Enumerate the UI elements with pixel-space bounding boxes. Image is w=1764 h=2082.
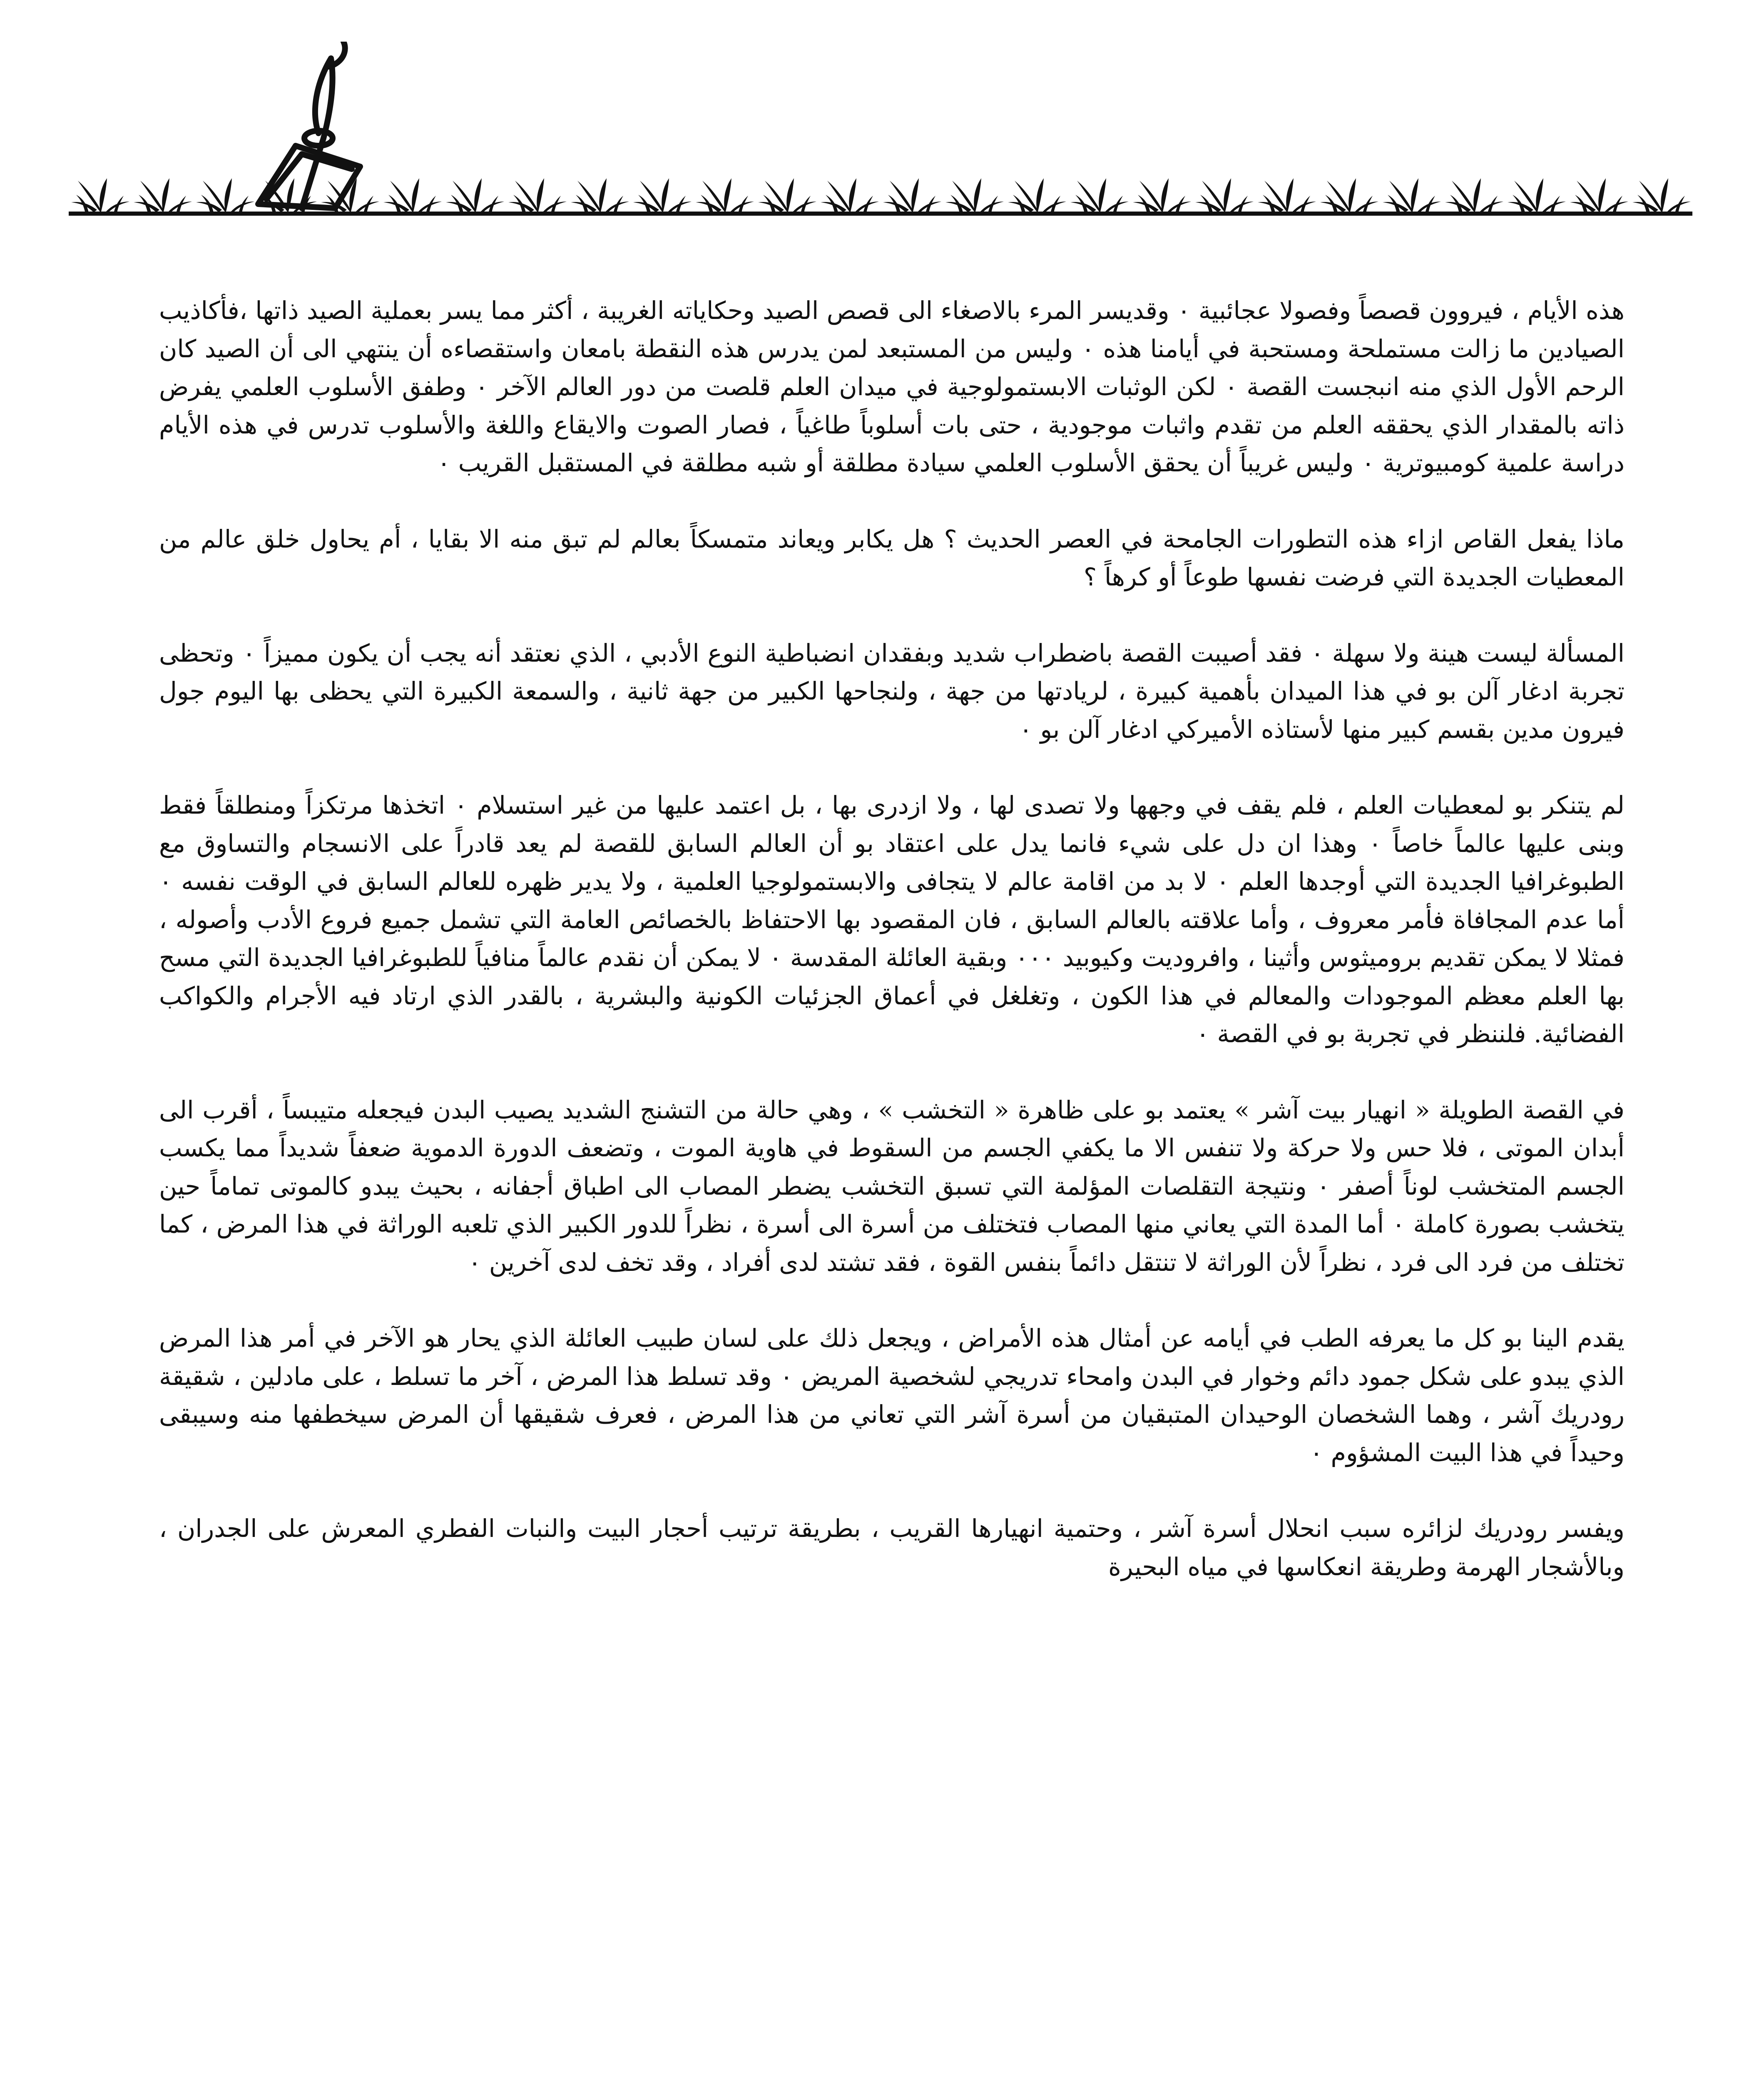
paragraph: المسألة ليست هينة ولا سهلة ٠ فقد أصيبت القصة باضطراب شديد وبفقدان انضباطية النوع الأدبي ، الذي نعتقد أنه يجب أن يكون مميزاً ٠ وتحظى تجربة ادغار آلن بو في هذا الميدان بأهمية كبيرة ، لريادتها من جهة ، ولنجاحها الكبير من جهة ثانية ، والسمعة الكبيرة التي يحظى بها اليوم جول فيرون مدين بقسم كبير منها لأستاذه الأميركي ادغار آلن بو ٠: [159, 638, 1625, 744]
paragraph: في القصة الطويلة « انهيار بيت آشر » يعتمد بو على ظاهرة « التخشب » ، وهي حالة من التشنج الشديد يصيب البدن فيجعله متيبساً ، أقرب الى أبدان الموتى ، فلا حس ولا حركة ولا تنفس الا ما يكفي الجسم من السقوط في هاوية الموت ، وتضعف الدورة الدموية ضعفاً شديداً مما يكسب الجسم المتخشب لوناً أصفر ٠ ونتيجة التقلصات المؤلمة التي تسبق التخشب يضطر المصاب الى اطباق أجفانه ، بحيث يبدو كالموتى تماماً حين يتخشب بصورة كاملة ٠ أما المدة التي يعاني منها المصاب فتختلف من أسرة الى أسرة ، نظراً للدور الكبير الذي تلعبه الوراثة في هذا المرض ، كما تختلف من فرد الى فرد ، نظراً لأن الوراثة لا تنتقل دائماً بنفس القوة ، فقد تشتد لدى أفراد ، وقد تخف لدى آخرين ٠: [159, 1095, 1625, 1277]
decorative-foliage-header: [69, 42, 1692, 225]
quill-inkwell-icon: [258, 42, 360, 208]
paragraph: ماذا يفعل القاص ازاء هذه التطورات الجامحة في العصر الحديث ؟ هل يكابر ويعاند متمسكاً بعالم لم تبق منه الا بقايا ، أم يحاول خلق عالم من المعطيات الجديدة التي فرضت نفسها طوعاً أو كرهاً ؟: [159, 524, 1625, 591]
paragraph: ويفسر رودريك لزائره سبب انحلال أسرة آشر ، وحتمية انهيارها القريب ، بطريقة ترتيب أحجار البيت والنبات الفطري المعرش على الجدران ، وبالأشجار الهرمة وطريقة انعكاسها في مياه البحيرة: [159, 1514, 1625, 1581]
paragraph: هذه الأيام ، فيروون قصصاً وفصولا عجائبية ٠ وقديسر المرء بالاصغاء الى قصص الصيد وحكاياته الغريبة ، أكثر مما يسر بعملية الصيد ذاتها ،فأكاذيب الصيادين ما زالت مستملحة ومستحبة في أيامنا هذه ٠ وليس من المستبعد لمن يدرس هذه النقطة بامعان واستقصاءه أن ينتهي الى أن الصيد كان الرحم الأول الذي منه انبجست القصة ٠ لكن الوثبات الابستمولوجية في ميدان العلم قلصت من دور العالم الآخر ٠ وطفق الأسلوب العلمي يفرض ذاته بالمقدار الذي يحققه العلم من تقدم واثبات موجودية ، حتى بات أسلوباً طاغياً ، فصار الصوت والايقاع واللغة والأسلوب تدرس في هذه الأيام دراسة علمية كومبيوترية ٠ وليس غريباً أن يحقق الأسلوب العلمي سيادة مطلقة أو شبه مطلقة في المستقبل القريب ٠: [159, 296, 1625, 477]
article-body: [159, 291, 1625, 1586]
paragraph: يقدم الينا بو كل ما يعرفه الطب في أيامه عن أمثال هذه الأمراض ، ويجعل ذلك على لسان طبيب العائلة الذي يحار هو الآخر في أمر هذا المرض الذي يبدو على شكل جمود دائم وخوار في البدن وامحاء تدريجي لشخصية المريض ٠ وقد تسلط هذا المرض ، آخر ما تسلط ، على مادلين ، شقيقة رودريك آشر ، وهما الشخصان الوحيدان المتبقيان من أسرة آشر التي تعاني من هذا المرض ، فعرف شقيقها أن المرض سيخطفها منه وسيبقى وحيداً في هذا البيت المشؤوم ٠: [159, 1324, 1625, 1467]
paragraph: لم يتنكر بو لمعطيات العلم ، فلم يقف في وجهها ولا تصدى لها ، ولا ازدرى بها ، بل اعتمد عليها من غير استسلام ٠ اتخذها مرتكزاً ومنطلقاً فقط وبنى عليها عالماً خاصاً ٠ وهذا ان دل على شيء فانما يدل على اعتقاد بو أن العالم السابق للقصة لم يعد قادراً على الانسجام والتساوق مع الطبوغرافيا الجديدة التي أوجدها العلم ٠ لا بد من اقامة عالم لا يتجافى والابستمولوجيا العلمية ، ولا يدير ظهره للعالم السابق في الوقت نفسه ٠ أما عدم المجافاة فأمر معروف ، وأما علاقته بالعالم السابق ، فان المقصود بها الاحتفاظ بالخصائص العامة التي تشمل جميع فروع الأدب وأصوله ، فمثلا لا يمكن تقديم بروميثوس وأثينا ، وافروديت وكيوبيد ٠٠٠ وبقية العائلة المقدسة ٠ لا يمكن أن نقدم عالماً منافياً للطبوغرافيا الجديدة التي مسح بها العلم معظم الموجودات والمعالم في هذا الكون ، وتغلغل في أعماق الجزئيات الكونية والبشرية ، بالقدر الذي ارتاد فيه الأجرام والكواكب الفضائية. فلننظر في تجربة بو في القصة ٠: [159, 791, 1625, 1048]
